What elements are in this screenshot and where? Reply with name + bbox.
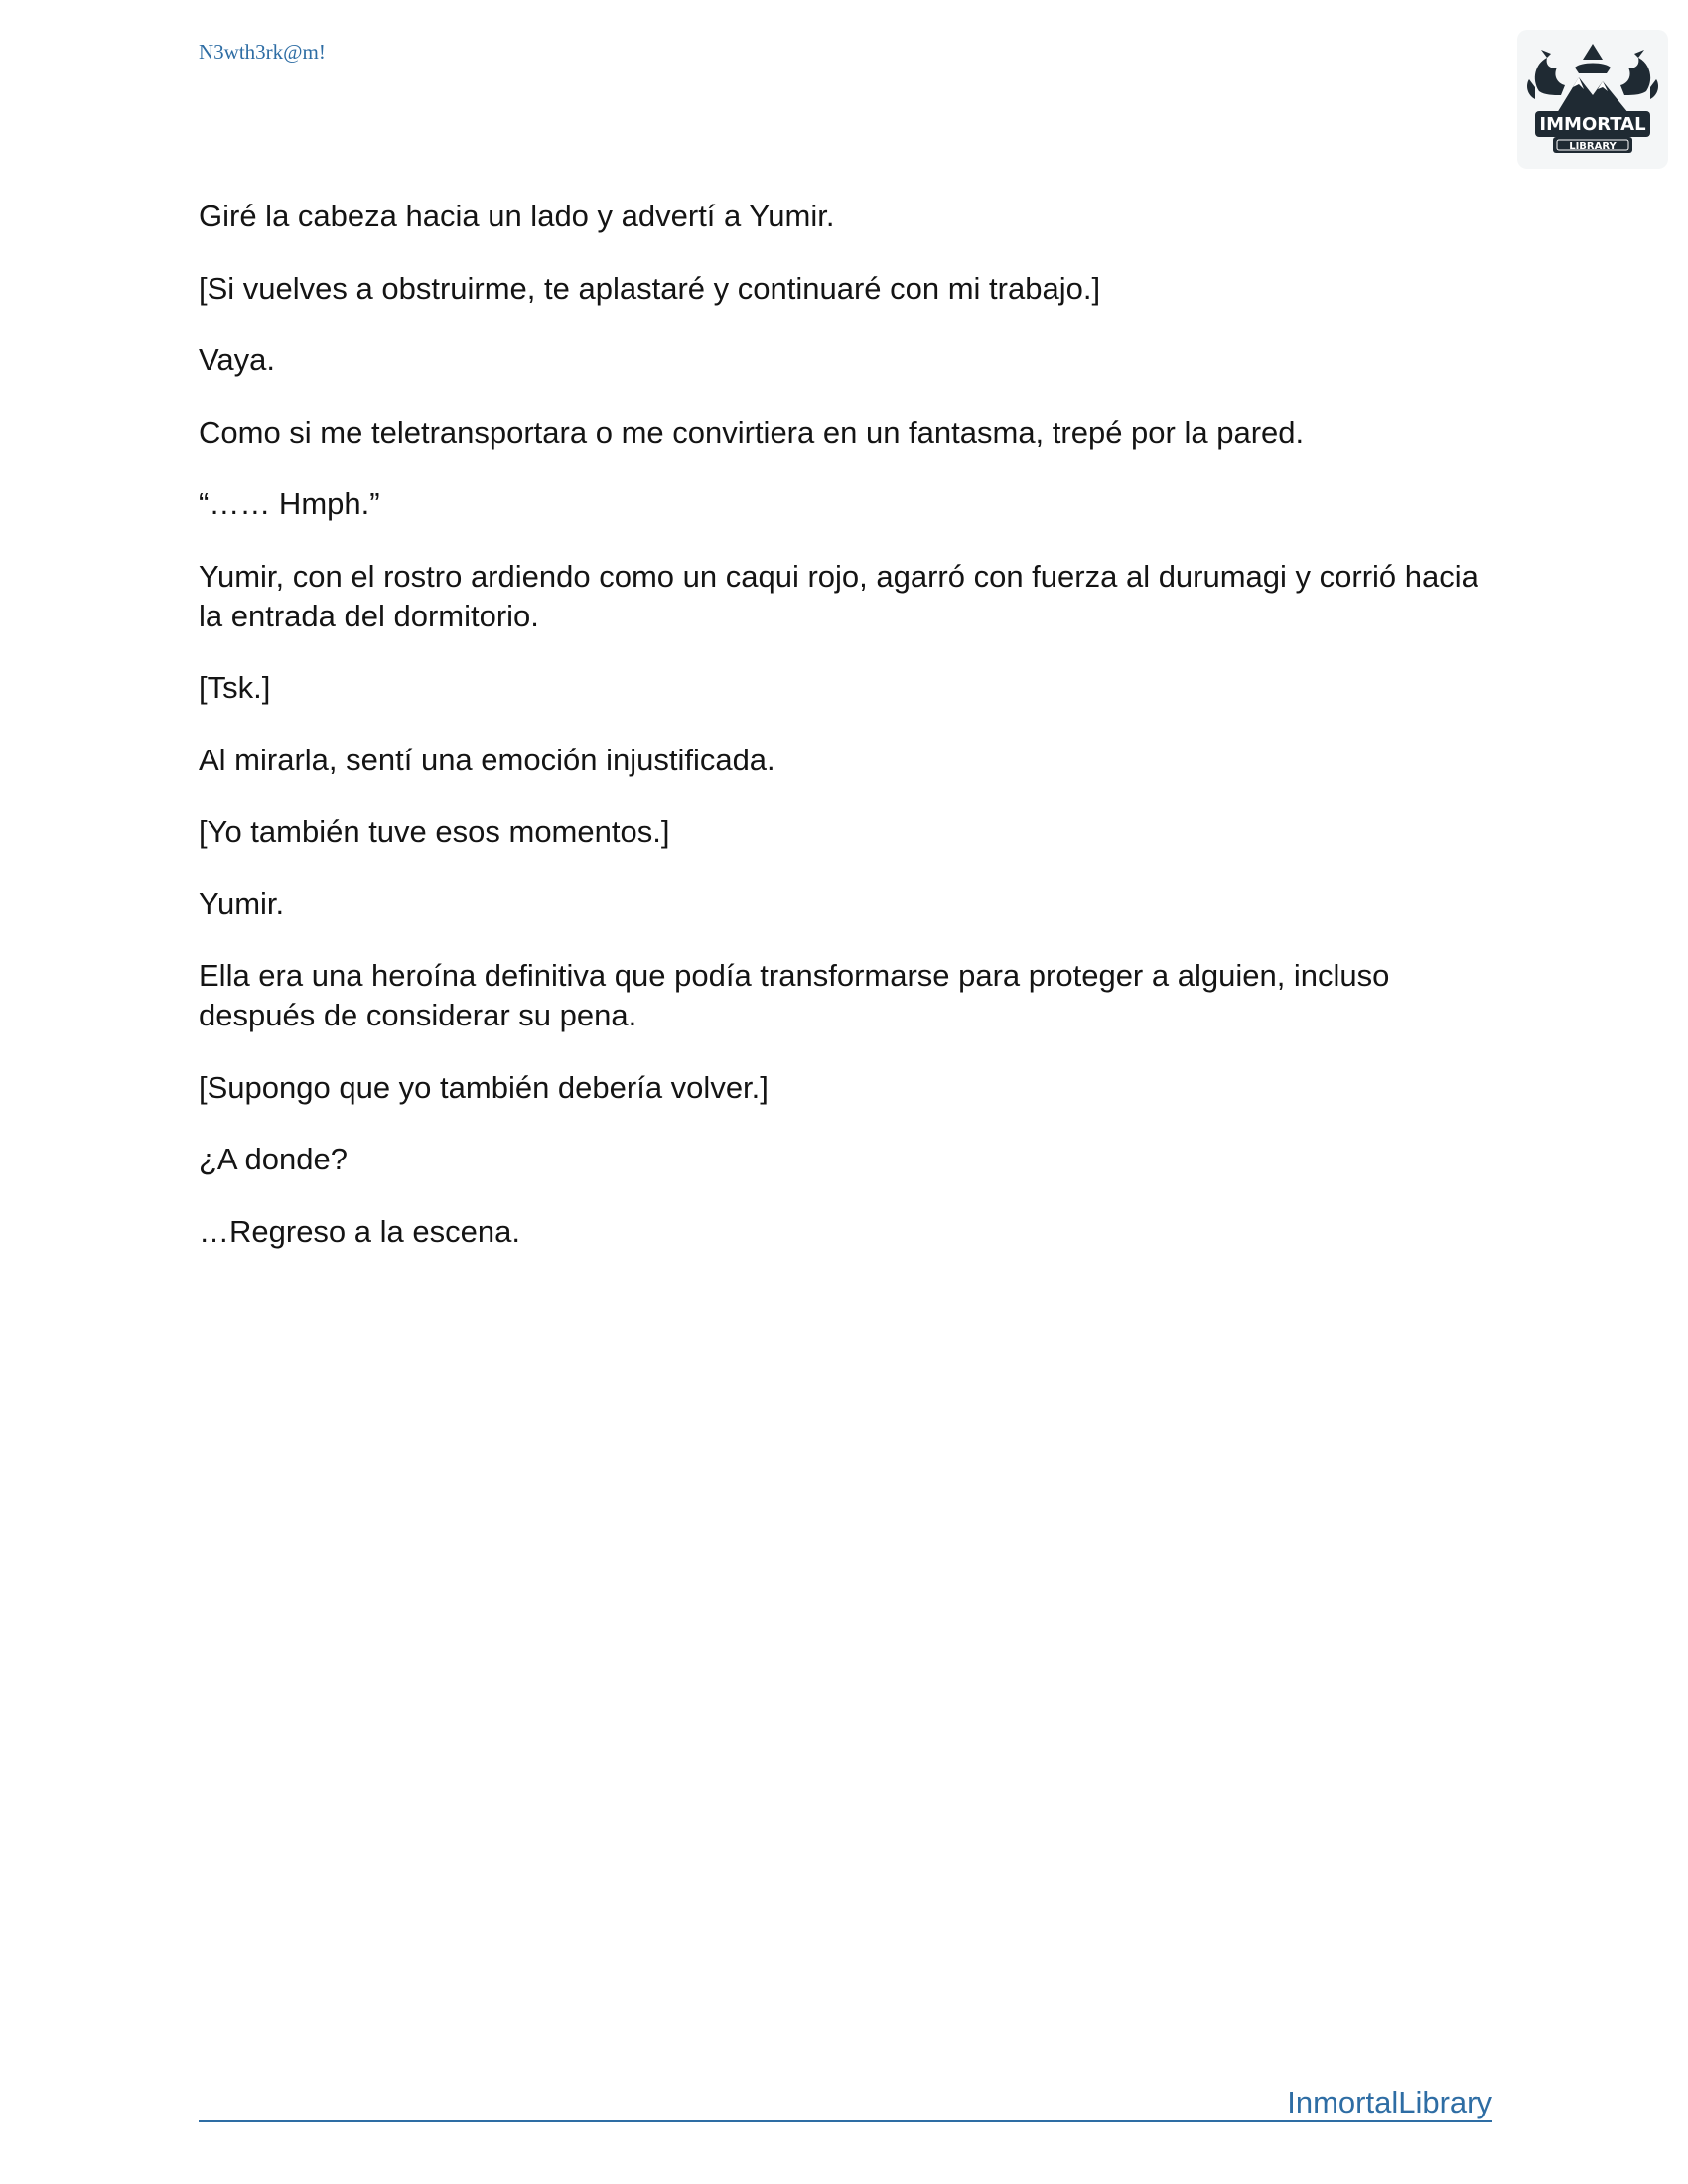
paragraph: [Tsk.] [199, 670, 271, 705]
footer-inmortallibrary-link[interactable]: InmortalLibrary [1287, 2085, 1492, 2119]
footer-divider [199, 2120, 1492, 2122]
paragraph: ¿A donde? [199, 1142, 348, 1176]
paragraph: “…… Hmph.” [199, 486, 380, 521]
paragraph: [Yo también tuve esos momentos.] [199, 814, 670, 849]
paragraph: Yumir, con el rostro ardiendo como un caqui rojo, agarró con fuerza al durumagi y corrió hacia la entrada del dormitorio. [199, 558, 1478, 633]
paragraph: Ella era una heroína definitiva que podía transformarse para proteger a alguien, incluso después de considerar su pena. [199, 958, 1390, 1032]
paragraph: [Si vuelves a obstruirme, te aplastaré y continuaré con mi trabajo.] [199, 270, 1101, 306]
logo-line1: IMMORTAL [1539, 114, 1646, 135]
document-body [199, 197, 1499, 1284]
paragraph: …Regreso a la escena. [199, 1213, 520, 1249]
paragraph: [Supongo que yo también debería volver.] [199, 1069, 769, 1105]
paragraph: Al mirarla, sentí una emoción injustificada. [199, 742, 775, 777]
paragraph: Giré la cabeza hacia un lado y advertí a Yumir. [199, 199, 835, 233]
immortal-library-logo-icon [1517, 30, 1668, 169]
paragraph: Vaya. [199, 342, 275, 377]
header-watermark: N3wth3rk@m! [199, 40, 326, 64]
logo-line2: LIBRARY [1569, 141, 1617, 152]
paragraph: Yumir. [199, 886, 285, 921]
paragraph: Como si me teletransportara o me convirtiera en un fantasma, trepé por la pared. [199, 414, 1305, 450]
